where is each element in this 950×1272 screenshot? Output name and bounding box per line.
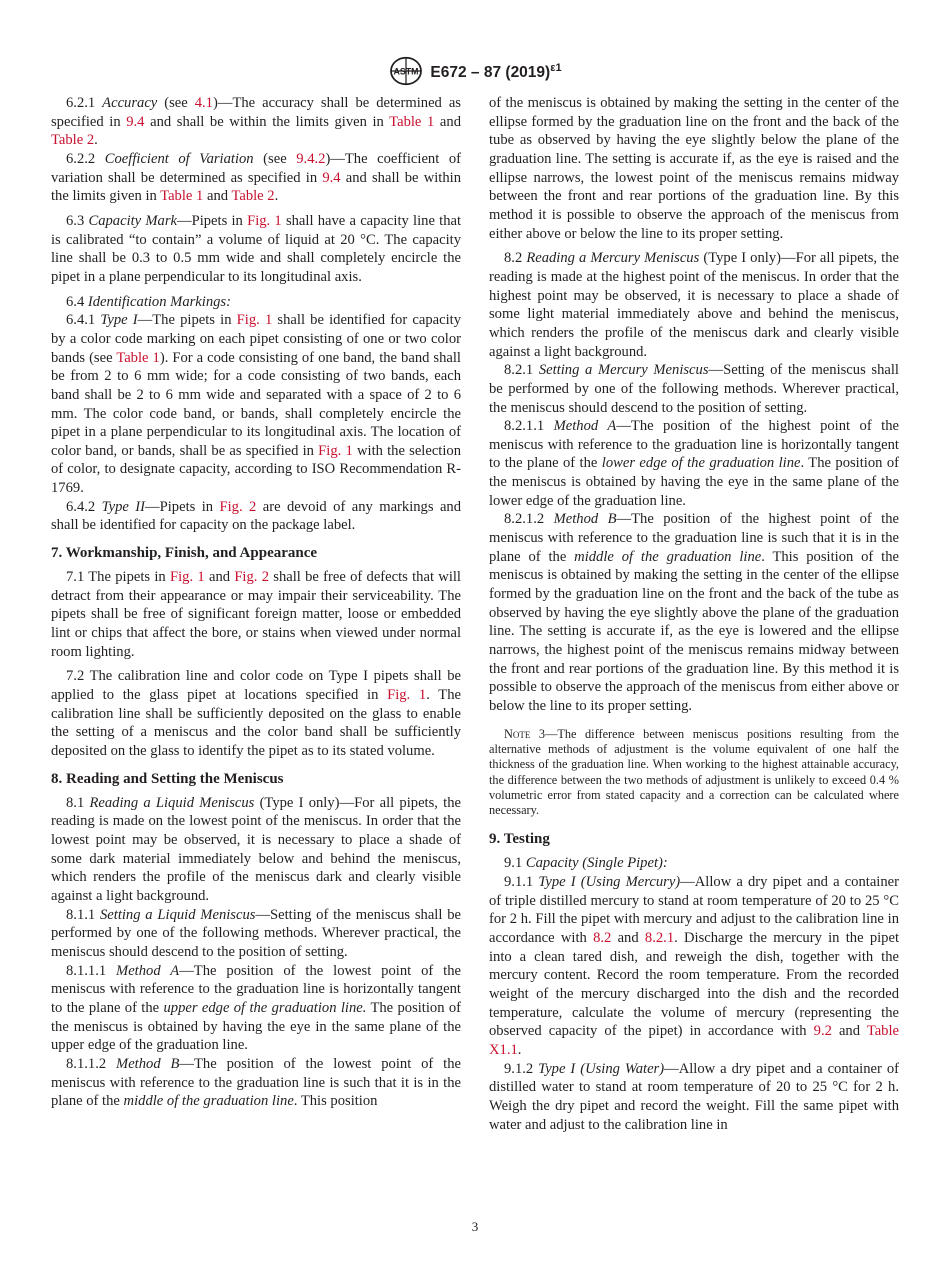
editorial-superscript: ε1 <box>550 61 562 74</box>
section-9-1: 9.1 Capacity (Single Pipet): <box>504 855 668 872</box>
note-3: Note 3—The difference between meniscus positions resulting from the alternative methods of adjustment is the volume equivalent of one half the thickness of the graduation line. When working to the highest attainable accuracy, the difference between the two methods of adjustment is unlikely to exceed 0.4 % volumetric error from stated capacity and a correction can be calculated where necessary. <box>489 726 899 818</box>
standard-number: E672 – 87 (2019) <box>430 64 551 82</box>
ref-link[interactable]: 9.4 <box>322 169 341 186</box>
ref-link[interactable]: 9.2 <box>813 1023 832 1040</box>
section-9-1-1: 9.1.1 Type I (Using Mercury)—Allow a dry pipet and a container of triple distilled mercury to stand at room temperature of 20 to 25 °C for 2 h. Fill the pipet with mercury and adjust to the calibration line in accordance with 8.2 and 8.2.1. Discharge the mercury in the pipet into a clean tared dish, and reweigh the dish, together with the mercury content. Record the room temperature. From the recorded weight of the mercury discharged into the dish and the recorded temperature, calculate the volume of mercury (representing the observed capacity of the pipet) in accordance with 9.2 and Table X1.1. <box>489 874 900 1058</box>
section-6-3: 6.3 Capacity Mark—Pipets in Fig. 1 shall have a capacity line that is calibrated “to contain” a volume of liquid at 20 °C. The capacity line shall be 0.3 to 0.5 mm wide and shall completely encircle the pipet in a plane perpendicular to its longitudinal axis. <box>51 212 462 285</box>
section-8-1-1: 8.1.1 Setting a Liquid Meniscus—Setting of the meniscus shall be performed by one of the following methods. Wherever practical, the meniscus should descend to the position of setting. <box>51 906 461 960</box>
ref-link[interactable]: Fig. 1 <box>247 212 282 229</box>
ref-link[interactable]: Fig. 1 <box>170 569 205 586</box>
ref-link[interactable]: 8.2 <box>593 930 612 947</box>
section-8-1-1-1: 8.1.1.1 Method A—The position of the lowest point of the meniscus with reference to the graduation line is horizontally tangent to the plane of the upper edge of the graduation line. The position of the meniscus is obtained by having the eye in the same plane of the upper edge of the graduation line. <box>51 962 462 1054</box>
ref-link[interactable]: Table 2 <box>51 132 95 149</box>
section-8-2-1-1: 8.2.1.1 Method A—The position of the highest point of the meniscus with reference to the graduation line is horizontally tangent to the plane of the lower edge of the graduation line. The position of the meniscus is obtained by having the eye in the same plane of the lower edge of the graduation line. <box>489 418 900 509</box>
ref-link[interactable]: Table 2 <box>231 188 275 205</box>
ref-link[interactable]: Fig. 2 <box>234 569 269 586</box>
section-8-2-1: 8.2.1 Setting a Mercury Meniscus—Setting of the meniscus shall be performed by one of the following methods. Wherever practical, the meniscus should descend to the position of setting. <box>489 362 899 416</box>
section-6-2-1: 6.2.1 Accuracy (see 4.1)—The accuracy shall be determined as specified in 9.4 and shall be within the limits given in Table 1 and Table 2. <box>51 95 461 149</box>
ref-link[interactable]: 9.4.2 <box>296 150 326 167</box>
standard-designation <box>430 62 561 82</box>
section-6-4-1: 6.4.1 Type I—The pipets in Fig. 1 shall be identified for capacity by a color code marking on each pipet consisting of one or two color bands (see Table 1). For a code consisting of one band, the band shall be from 2 to 6 mm wide; for a code consisting of two bands, each band shall be 2 to 6 mm wide and separated with a space of 2 to 6 mm. The color code band, or bands, shall completely encircle the pipet in a plane perpendicular to its longitudinal axis. The location of color band, or bands, shall be as specified in Fig. 1 with the selection of color, to designate capacity, according to ISO Recommendation R-1769. <box>51 312 462 497</box>
heading-section-7: 7. Workmanship, Finish, and Appearance <box>51 545 318 562</box>
ref-link[interactable]: Table X1.1 <box>489 1023 900 1058</box>
heading-section-9: 9. Testing <box>489 831 550 848</box>
section-8-2-1-2: 8.2.1.2 Method B—The position of the highest point of the meniscus with reference to the graduation line is such that it is in the plane of the middle of the graduation line. This position of the meniscus is obtained by making the setting in the center of the ellipse formed by the graduation line on the front and the back of the tube as observed by having the eye slightly above the plane of the graduation line. The setting is accurate if, as the eye is lowered and the ellipse narrows, the highest point of the meniscus remains midway between the front and rear portions of the graduation line. By this method it is possible to observe the approach of the meniscus from either above or below the line to its proper setting. <box>489 511 900 714</box>
ref-link[interactable]: Table 1 <box>116 349 160 366</box>
heading-section-8: 8. Reading and Setting the Meniscus <box>51 770 284 787</box>
ref-link[interactable]: Table 1 <box>389 113 435 130</box>
ref-link[interactable]: Fig. 1 <box>318 442 353 459</box>
ref-link[interactable]: 9.4 <box>126 113 145 130</box>
ref-link[interactable]: Fig. 1 <box>236 312 273 329</box>
section-6-4-2: 6.4.2 Type II—Pipets in Fig. 2 are devoid of any markings and shall be identified for capacity on the package label. <box>51 498 462 534</box>
ref-link[interactable]: Table 1 <box>160 188 204 205</box>
section-6-2-2: 6.2.2 Coefficient of Variation (see 9.4.2)—The coefficient of variation shall be determined as specified in 9.4 and shall be within the limits given in Table 1 and Table 2. <box>51 150 461 205</box>
section-6-4: 6.4 Identification Markings: <box>66 293 231 310</box>
section-8-2: 8.2 Reading a Mercury Meniscus (Type I only)—For all pipets, the reading is made at the highest point of the meniscus. In order that the highest point may be observed, it is necessary to place a shade of some light material immediately above and behind the meniscus, which renders the profile of the meniscus dark and clearly visible against a light background. <box>489 250 899 360</box>
section-7-1: 7.1 The pipets in Fig. 1 and Fig. 2 shall be free of defects that will detract from their appearance or may impair their serviceability. The pipets shall be free of significant foreign matter, loose or embedded lint or chips that affect the bore, or stains when viewed under normal room lighting. <box>51 569 461 660</box>
right-column <box>489 94 899 1134</box>
ref-link[interactable]: Fig. 1 <box>387 687 427 704</box>
section-8-1: 8.1 Reading a Liquid Meniscus (Type I only)—For all pipets, the reading is made on the lowest point of the meniscus. In order that the lowest point may be observed, it is necessary to place a shade of some dark material immediately below and behind the meniscus, which renders the profile of the meniscus dark and clearly visible against a light background. <box>51 794 461 904</box>
astm-logo <box>388 56 424 86</box>
ref-link[interactable]: 8.2.1 <box>644 930 675 947</box>
ref-link[interactable]: Fig. 2 <box>219 498 257 515</box>
page-header <box>0 56 950 86</box>
left-column <box>51 94 461 1111</box>
section-8-1-1-2-continued: of the meniscus is obtained by making the setting in the center of the ellipse formed by the graduation line on the front and the back of the tube as observed by having the eye slightly below the plane of the graduation line. The setting is accurate if, as the eye is raised and the ellipse narrows, the lowest point of the meniscus remains midway between the front and rear portions of the graduation line. By this method it is possible to observe the approach of the meniscus from either above or below the line to its proper setting. <box>489 95 899 242</box>
logo-text: ASTM <box>393 66 419 77</box>
page-number: 3 <box>471 1219 479 1234</box>
section-8-1-1-2: 8.1.1.2 Method B—The position of the lowest point of the meniscus with reference to the graduation line is such that it is in the plane of the middle of the graduation line. This position <box>51 1055 461 1110</box>
section-9-1-2: 9.1.2 Type I (Using Water)—Allow a dry pipet and a container of distilled water to stand at room temperature of 20 to 25 °C for 2 h. Weigh the dry pipet and record the weight. Fill the same pipet with water and adjust to the calibration line in <box>489 1060 899 1133</box>
section-7-2: 7.2 The calibration line and color code on Type I pipets shall be applied to the glass pipet at locations specified in Fig. 1. The calibration line shall be sufficiently deposited on the glass to enable the setting of a meniscus and the color band shall be sufficiently deposited on the glass to identify the pipet as to its stated volume. <box>51 668 461 759</box>
ref-link[interactable]: 4.1 <box>194 95 213 111</box>
